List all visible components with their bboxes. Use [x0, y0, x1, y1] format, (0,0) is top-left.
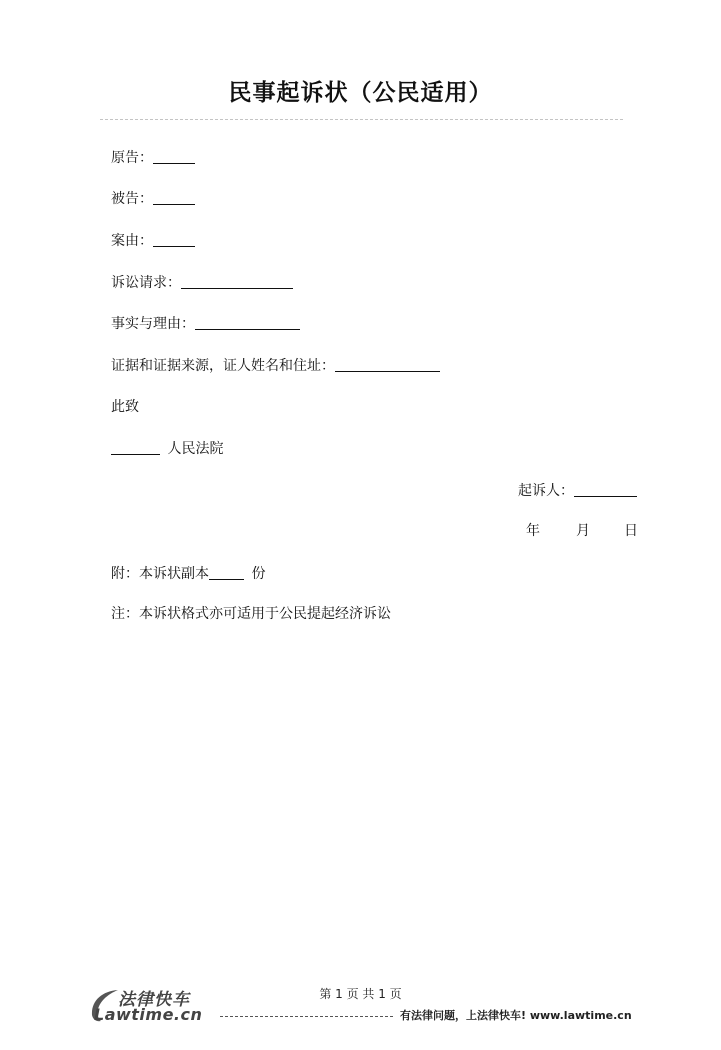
- date-year: 年: [526, 523, 540, 539]
- attachment-blank[interactable]: [209, 565, 244, 580]
- facts-label: 事实与理由：: [111, 316, 195, 332]
- note-line: 注：本诉状格式亦可适用于公民提起经济诉讼: [111, 606, 391, 622]
- cause-blank[interactable]: [153, 232, 195, 247]
- defendant-blank[interactable]: [153, 190, 195, 205]
- attachment-unit: 份: [251, 566, 266, 582]
- cause-line: [111, 231, 195, 251]
- plaintiff-label: 原告：: [111, 150, 153, 166]
- cause-label: 案由：: [111, 233, 153, 249]
- plaintiff-sign-line: [518, 481, 637, 501]
- court-line: [111, 439, 223, 459]
- evidence-blank[interactable]: [335, 357, 440, 372]
- logo-en-text: Lawtime.cn: [94, 1005, 203, 1024]
- page-number: 第 1 页 共 1 页: [319, 987, 402, 1001]
- footer-slogan[interactable]: 有法律问题，上法律快车! www.lawtime.cn: [400, 1009, 632, 1022]
- document-title: 民事起诉状（公民适用）: [228, 79, 493, 106]
- plaintiff-blank[interactable]: [153, 149, 195, 164]
- title-divider: [100, 119, 623, 120]
- court-label: 人民法院: [167, 441, 224, 457]
- salutation: 此致: [111, 399, 139, 415]
- plaintiff-sign-label: 起诉人：: [518, 483, 574, 499]
- defendant-line: [111, 189, 195, 209]
- plaintiff-line: [111, 148, 195, 168]
- footer-divider: [220, 1016, 393, 1017]
- lawtime-logo[interactable]: [88, 985, 218, 1025]
- claims-label: 诉讼请求：: [111, 275, 181, 291]
- claims-blank[interactable]: [181, 274, 293, 289]
- logo-cn-text: 法律快车: [118, 990, 190, 1010]
- claims-line: [111, 273, 293, 293]
- attachment-label: 附：本诉状副本: [111, 566, 209, 582]
- facts-line: [111, 314, 300, 334]
- plaintiff-sign-blank[interactable]: [574, 482, 637, 497]
- court-blank[interactable]: [111, 440, 160, 455]
- defendant-label: 被告：: [111, 191, 153, 207]
- attachment-line: [111, 564, 265, 584]
- date-month: 月: [576, 523, 590, 539]
- date-day: 日: [624, 523, 638, 539]
- evidence-label: 证据和证据来源，证人姓名和住址：: [111, 358, 335, 374]
- evidence-line: [111, 356, 440, 376]
- facts-blank[interactable]: [195, 315, 300, 330]
